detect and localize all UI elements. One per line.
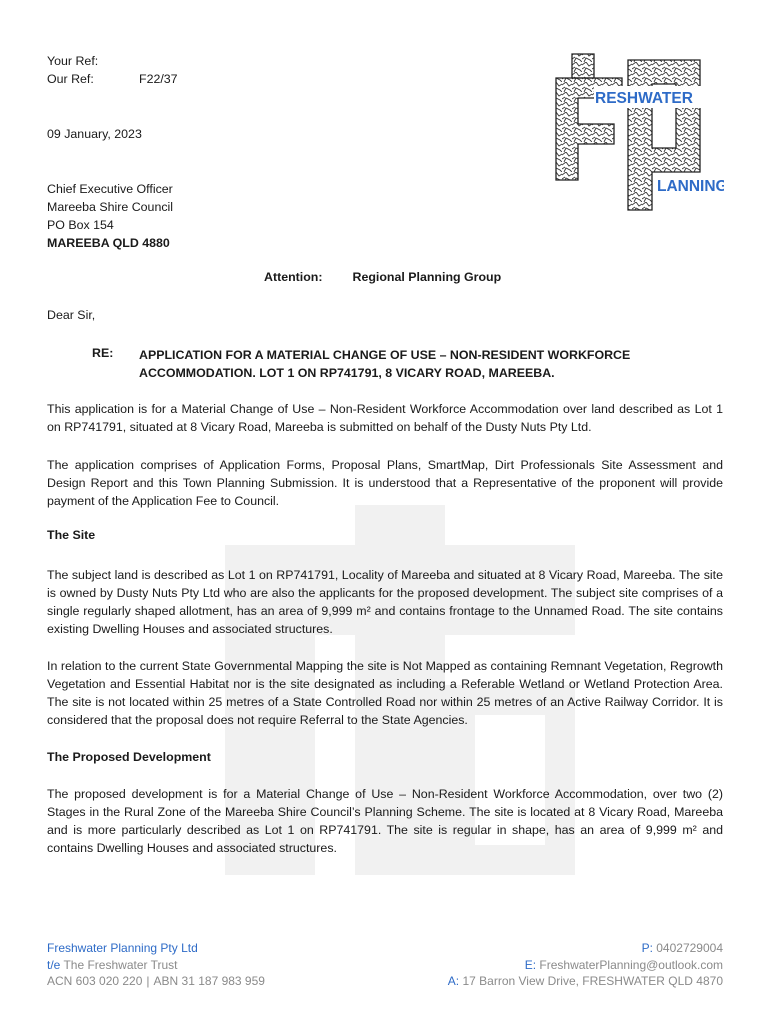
reference-block <box>47 52 178 88</box>
footer-address-label: A: <box>447 974 460 988</box>
our-ref-line <box>47 70 178 88</box>
footer-email-line <box>448 957 723 974</box>
your-ref-line <box>47 52 178 70</box>
attention-line <box>264 270 501 284</box>
intro-paragraph-2: The application comprises of Application Forms, Proposal Plans, SmartMap, Dirt Professionals Site Assessment and Design Report and this Town Planning Submission. It is understood that a Representative of the proponent will provide payment of the Application Fee to Council. <box>47 458 723 508</box>
our-ref-label: Our Ref: <box>47 72 94 86</box>
site-paragraph-2: In relation to the current State Governmental Mapping the site is Not Mapped as containing Remnant Vegetation, Regrowth Vegetation and Essential Habitat nor is the site designated as including a Referable Wetland or Wetland Protection Area. The site is not located within 25 metres of a State Controlled Road nor within 25 metres of an Active Railway Corridor. It is considered that the proposal does not require Referral to the State Agencies. <box>47 659 723 727</box>
footer-email-label: E: <box>524 957 537 972</box>
subject-text <box>139 346 679 382</box>
logo-mark <box>552 52 724 212</box>
letter-date: 09 January, 2023 <box>47 127 142 141</box>
footer-trust-prefix: t/e <box>47 957 61 972</box>
recipient-po-box: PO Box 154 <box>47 218 114 232</box>
recipient-title: Chief Executive Officer <box>47 182 173 196</box>
salutation: Dear Sir, <box>47 308 96 322</box>
site-paragraph-1: The subject land is described as Lot 1 on RP741791, Locality of Mareeba and situated at 8 Vicary Road, Mareeba. The site is owned by Dusty Nuts Pty Ltd who are also the applicants for the proposed development. The subject site comprises of a single regularly shaped allotment, has an area of 9,999 m² and contains frontage to the Unnamed Road. The site contains existing Dwelling Houses and associated structures. <box>47 568 723 636</box>
footer-phone[interactable]: 0402729004 <box>656 941 723 955</box>
proposed-development-heading: The Proposed Development <box>47 750 211 764</box>
recipient-locality: MAREEBA QLD 4880 <box>47 236 170 250</box>
logo-text-freshwater: RESHWATER <box>595 90 693 107</box>
footer-phone-label: P: <box>641 941 653 955</box>
footer-contact <box>448 940 723 990</box>
footer-acn: ACN 603 020 220 <box>47 974 143 988</box>
footer-company-name: Freshwater Planning Pty Ltd <box>47 941 198 955</box>
recipient-organisation: Mareeba Shire Council <box>47 200 174 214</box>
recipient-address <box>47 180 173 252</box>
footer-email[interactable]: FreshwaterPlanning@outlook.com <box>539 957 723 972</box>
footer-separator: | <box>146 974 150 988</box>
footer-trust-line <box>47 957 265 974</box>
footer-address-line <box>448 973 723 990</box>
intro-paragraph-1: This application is for a Material Change of Use – Non-Resident Workforce Accommodation over land described as Lot 1 on RP741791, situated at 8 Vicary Road, Mareeba is submitted on behalf of the Dusty Nuts Pty Ltd. <box>47 402 723 434</box>
logo-text-planning: LANNING <box>657 178 724 195</box>
attention-value: Regional Planning Group <box>352 270 502 284</box>
our-ref-value: F22/37 <box>139 72 178 86</box>
subject-label: RE: <box>92 346 114 360</box>
subject-line-2: ACCOMMODATION. LOT 1 ON RP741791, 8 VICARY ROAD, MAREEBA. <box>139 366 555 380</box>
attention-label: Attention: <box>264 270 323 284</box>
your-ref-label: Your Ref: <box>47 54 99 68</box>
footer-phone-line <box>448 940 723 957</box>
subject-line-1: APPLICATION FOR A MATERIAL CHANGE OF USE – NON-RESIDENT WORKFORCE <box>139 348 631 362</box>
footer-address: 17 Barron View Drive, FRESHWATER QLD 4870 <box>462 974 723 988</box>
site-heading: The Site <box>47 528 96 542</box>
freshwater-planning-logo <box>552 52 724 212</box>
footer-abn: ABN 31 187 983 959 <box>153 974 265 988</box>
footer-trust-name: The Freshwater Trust <box>63 957 178 972</box>
proposed-development-paragraph: The proposed development is for a Material Change of Use – Non-Resident Workforce Accommodation, over two (2) Stages in the Rural Zone of the Mareeba Shire Council’s Planning Scheme. The site is located at 8 Vicary Road, Mareeba and is more particularly described as Lot 1 on RP741791. The site is regular in shape, has an area of 9,999 m² and contains Dwelling Houses and associated structures. <box>47 787 723 855</box>
footer-registration-line <box>47 973 265 990</box>
footer-company <box>47 940 265 990</box>
